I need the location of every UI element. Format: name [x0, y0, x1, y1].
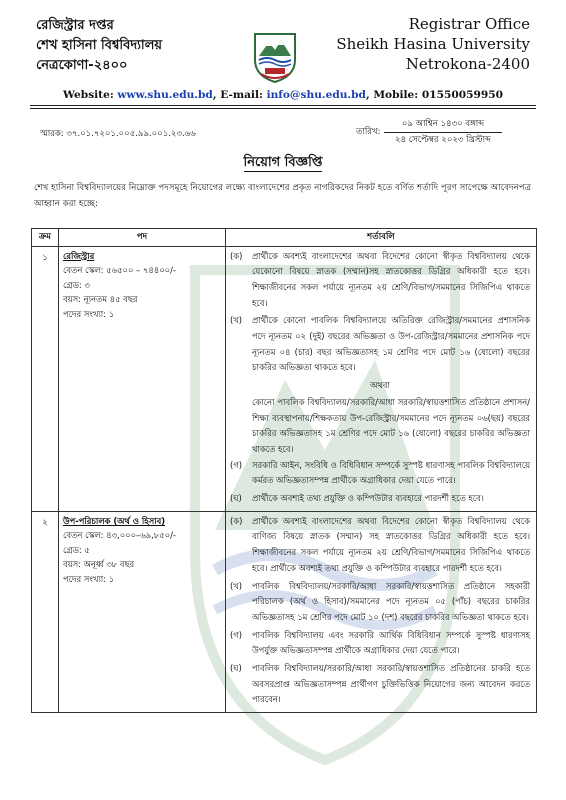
condition-label: (ঘ) [230, 663, 242, 674]
table-row [32, 246, 537, 511]
table-row [32, 511, 537, 712]
date-english: ২৪ সেপ্টেম্বর ২০২৩ খ্রিস্টাব্দ [394, 135, 492, 145]
post-count: পদের সংখ্যা: ১ [63, 573, 115, 584]
row-serial: ১ [32, 246, 59, 511]
age-limit: বয়স: ন্যূনতম ৪৫ বছর [63, 294, 138, 304]
notice-title [0, 153, 566, 174]
conditions-cell [226, 511, 537, 712]
email-link[interactable]: info@shu.edu.bd [266, 89, 366, 101]
city-en: Netrokona-2400 [405, 55, 530, 73]
condition-label: (গ) [230, 459, 243, 470]
post-cell [59, 246, 226, 511]
condition-label: (খ) [230, 315, 243, 326]
alternative-condition: কোনো পাবলিক বিশ্ববিদ্যালয়/সরকারি/আধা সরকারি/স্বায়ত্তশাসিত প্রতিষ্ঠানে প্রশাসন/শিক্ষা ব্যবস্থাপনায়/শিক্ষকতায় উপ-রেজিস্ট্রার/সমমানের পদে ন্যূনতম ০৬(ছয়) বছরের চাকরির অভিজ্ঞতাসহ ১ম শ্রেণির পদে মোট ১৬ (ষোলো) বছরের চাকরির অভিজ্ঞতা থাকতে হবে। [252, 396, 530, 454]
city-bn: নেত্রকোণা-২৪০০ [36, 58, 128, 73]
row-serial: ২ [32, 511, 59, 712]
condition-item [230, 249, 530, 312]
university-name-bn: শেখ হাসিনা বিশ্ববিদ্যালয় [36, 38, 163, 53]
website-label: Website: [63, 89, 118, 101]
grade: গ্রেড: ৫ [63, 544, 90, 555]
post-title: রেজিস্ট্রার [63, 250, 95, 261]
header-serial: ক্রম [32, 229, 59, 247]
condition-text: পাবলিক বিশ্ববিদ্যালয়/সরকারি/আধা সরকারি/স্বায়ত্তশাসিত প্রতিষ্ঠানে সহকারী পরিচালক (অর্থ ও হিসাব)/সমমানের পদে ন্যূনতম ০৫ (পাঁচ) বছরের চাকরির অভিজ্ঞতাসহ ১ম শ্রেণির পদে মোট ১০ (দশ) বছরের চাকরির অভিজ্ঞতা থাকতে হবে। [252, 580, 530, 622]
condition-text: পাবলিক বিশ্ববিদ্যালয়/সরকারি/আধা সরকারি/স্বায়ত্তশাসিত প্রতিষ্ঠানের চাকরি হতে অবসরপ্রাপ্ত অভিজ্ঞতাসম্পন্ন প্রার্থীগণ চুক্তিভিত্তিক নিয়োগের জন্য আবেদন করতে পারবেন। [252, 663, 530, 705]
condition-text: প্রার্থীকে অবশ্যই বাংলাদেশের অথবা বিদেশের কোনো স্বীকৃত বিশ্ববিদ্যালয় থেকে যেকোনো বিষয়ে স্নাতক (সম্মান)সহ স্নাতকোত্তর ডিগ্রির অধিকারী হতে হবে। শিক্ষাজীবনের সকল পর্যায়ে ন্যূনতম ২য় শ্রেণি/বিভাগ/সমমানের সিজিপিএ থাকতে হবে। [252, 250, 530, 308]
condition-label: (ক) [230, 250, 243, 261]
condition-text: পাবলিক বিশ্ববিদ্যালয় এবং সরকারি আর্থিক বিধিবিধান সম্পর্কে সুস্পষ্ট ধারণাসহ উপর্যুক্ত অভিজ্ঞতাসম্পন্ন প্রার্থীকে অগ্রাধিকার দেয়া যেতে পারে। [252, 629, 530, 656]
date-label: তারিখ: [356, 127, 381, 137]
date-bangla: ০৯ আশ্বিন ১৪৩০ বঙ্গাব্দ [384, 117, 502, 133]
condition-text: প্রার্থীকে অবশ্যই বাংলাদেশের অথবা বিদেশের কোনো স্বীকৃত বিশ্ববিদ্যালয় থেকে বাণিজ্য বিষয়ে স্নাতক (সম্মান) সহ স্নাতকোত্তর ডিগ্রির অধিকারী হতে হবে। শিক্ষাজীবনের সকল পর্যায়ে ন্যূনতম ২য় শ্রেণি/বিভাগ/সমমানের সিজিপিএ থাকতে হবে। প্রার্থীকে অবশ্যই তথ্য প্রযুক্তি ও কম্পিউটার ব্যবহারে পারদর্শী হতে হবে। [252, 515, 530, 573]
post-count: পদের সংখ্যা: ১ [63, 308, 115, 319]
header-english [310, 14, 530, 74]
condition-item [230, 313, 530, 376]
header-conditions: শর্তাবলি [226, 229, 537, 247]
date-block [384, 117, 502, 147]
header-divider-2 [30, 108, 536, 109]
condition-item [230, 579, 530, 626]
condition-item [230, 661, 530, 708]
condition-text: প্রার্থীকে অবশ্যই তথ্য প্রযুক্তি ও কম্পিউটার ব্যবহারে পারদর্শী হতে হবে। [252, 493, 484, 504]
condition-item [230, 458, 530, 489]
email-label: , E-mail: [212, 89, 267, 101]
table-header-row [32, 229, 537, 247]
condition-text: সরকারি আইন, সংবিধি ও বিধিবিধান সম্পর্কে সুস্পষ্ট ধারণাসহ পাবলিক বিশ্ববিদ্যালয়ে কর্মরত অভিজ্ঞতাসম্পন্ন প্রার্থীকে অগ্রাধিকার দেয়া যেতে পারে। [252, 459, 530, 486]
header-bangla [36, 16, 226, 76]
header-divider [30, 105, 536, 106]
office-name-en: Registrar Office [408, 15, 530, 33]
university-logo-icon [251, 30, 299, 84]
intro-paragraph: শেখ হাসিনা বিশ্ববিদ্যালয়ের নিম্নোক্ত পদসমূহে নিয়োগের লক্ষ্যে বাংলাদেশের প্রকৃত নাগরিকদের নিকট হতে বর্ণিত শর্তাদি পূরণ সাপেক্ষে আবেদনপত্র আহ্বান করা হচ্ছে: [34, 183, 532, 209]
condition-item [230, 628, 530, 659]
or-separator: অথবা [370, 380, 390, 391]
pay-scale: বেতন স্কেল: ৫৬৫০০ – ৭৪৪০০/- [63, 265, 176, 275]
condition-label: (ঘ) [230, 493, 242, 504]
office-name-bn: রেজিস্ট্রার দপ্তর [36, 18, 114, 33]
memo-number: স্মারক: ৩৭.০১.৭২০১.০০৫.৯৯.০০১.২৩.৬৬ [40, 129, 196, 139]
post-title: উপ-পরিচালক (অর্থ ও হিসাব) [63, 515, 166, 526]
header-post: পদ [59, 229, 226, 247]
grade: গ্রেড: ৩ [63, 279, 90, 290]
contact-line [0, 89, 566, 101]
university-name-en: Sheikh Hasina University [336, 35, 530, 53]
condition-item [230, 491, 530, 507]
condition-text: প্রার্থীকে কোনো পাবলিক বিশ্ববিদ্যালয়ে অতিরিক্ত রেজিস্ট্রার/সমমানের প্রশাসনিক পদে ন্যূনতম ০২ (দুই) বছরের অভিজ্ঞতা ও উপ-রেজিস্ট্রার/সমমানের প্রশাসনিক পদে ন্যূনতম ০৪ (চার) বছর অভিজ্ঞতাসহ ১ম শ্রেণির পদে মোট ১৬ (ষোলো) বছরের চাকরির অভিজ্ঞতা থাকতে হবে। [252, 315, 530, 373]
website-link[interactable]: www.shu.edu.bd [117, 89, 213, 101]
pay-scale: বেতন স্কেল: ৪৩,০০০–৬৯,৮৫০/- [63, 530, 176, 541]
age-limit: বয়স: অনূর্ধ্ব ৩৮ বছর [63, 559, 135, 570]
condition-label: (ক) [230, 515, 243, 526]
post-cell [59, 511, 226, 712]
conditions-cell [226, 246, 537, 511]
condition-item [230, 514, 530, 577]
condition-label: (খ) [230, 580, 243, 591]
condition-label: (গ) [230, 629, 243, 640]
notice-title-text: নিয়োগ বিজ্ঞপ্তি [243, 155, 323, 170]
vacancy-table [31, 228, 537, 713]
mobile-text: , Mobile: 01550059950 [365, 89, 503, 101]
